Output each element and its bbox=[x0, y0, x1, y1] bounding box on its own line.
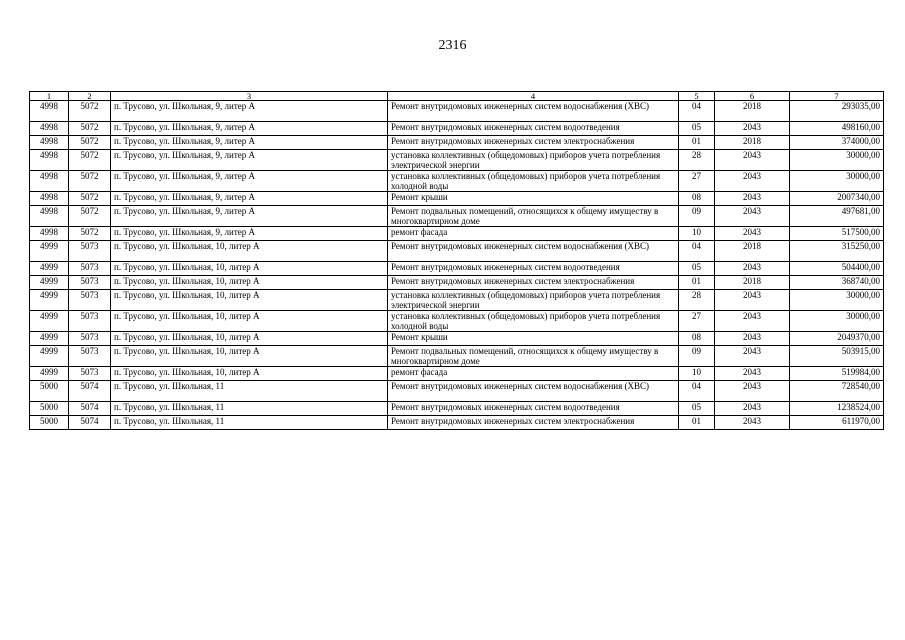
object-code: 5073 bbox=[69, 241, 111, 262]
table-row bbox=[30, 332, 884, 346]
row-number: 4999 bbox=[30, 311, 69, 332]
table-row bbox=[30, 290, 884, 311]
object-code: 5073 bbox=[69, 367, 111, 381]
address-cell: п. Трусово, ул. Школьная, 9, литер А bbox=[111, 150, 388, 171]
address-cell: п. Трусово, ул. Школьная, 11 bbox=[111, 402, 388, 416]
year-cell: 2043 bbox=[715, 150, 790, 171]
address-cell: п. Трусово, ул. Школьная, 10, литер А bbox=[111, 311, 388, 332]
cost-cell: 2049370,00 bbox=[790, 332, 884, 346]
work-type-cell: Ремонт внутридомовых инженерных систем водоснабжения (ХВС) bbox=[388, 241, 679, 262]
cost-cell: 30000,00 bbox=[790, 150, 884, 171]
work-code-cell: 05 bbox=[679, 402, 715, 416]
work-code-cell: 04 bbox=[679, 101, 715, 122]
table-row bbox=[30, 367, 884, 381]
year-cell: 2043 bbox=[715, 262, 790, 276]
column-header-3: 3 bbox=[111, 92, 388, 101]
cost-cell: 368740,00 bbox=[790, 276, 884, 290]
column-header-6: 6 bbox=[715, 92, 790, 101]
row-number: 4998 bbox=[30, 150, 69, 171]
work-type-cell: Ремонт подвальных помещений, относящихся к общему имуществу в многоквартирном доме bbox=[388, 206, 679, 227]
work-type-cell: Ремонт внутридомовых инженерных систем водоотведения bbox=[388, 262, 679, 276]
column-header-4: 4 bbox=[388, 92, 679, 101]
year-cell: 2043 bbox=[715, 346, 790, 367]
year-cell: 2018 bbox=[715, 136, 790, 150]
year-cell: 2018 bbox=[715, 101, 790, 122]
table-row bbox=[30, 241, 884, 262]
address-cell: п. Трусово, ул. Школьная, 10, литер А bbox=[111, 276, 388, 290]
cost-cell: 30000,00 bbox=[790, 171, 884, 192]
work-type-cell: ремонт фасада bbox=[388, 227, 679, 241]
object-code: 5073 bbox=[69, 346, 111, 367]
table-row bbox=[30, 171, 884, 192]
address-cell: п. Трусово, ул. Школьная, 9, литер А bbox=[111, 192, 388, 206]
address-cell: п. Трусово, ул. Школьная, 10, литер А bbox=[111, 290, 388, 311]
row-number: 4998 bbox=[30, 206, 69, 227]
year-cell: 2043 bbox=[715, 171, 790, 192]
work-type-cell: Ремонт внутридомовых инженерных систем электроснабжения bbox=[388, 416, 679, 430]
address-cell: п. Трусово, ул. Школьная, 10, литер А bbox=[111, 367, 388, 381]
work-code-cell: 10 bbox=[679, 227, 715, 241]
cost-cell: 503915,00 bbox=[790, 346, 884, 367]
row-number: 4999 bbox=[30, 262, 69, 276]
cost-cell: 2007340,00 bbox=[790, 192, 884, 206]
work-type-cell: Ремонт внутридомовых инженерных систем электроснабжения bbox=[388, 136, 679, 150]
cost-cell: 497681,00 bbox=[790, 206, 884, 227]
work-code-cell: 04 bbox=[679, 381, 715, 402]
work-type-cell: ремонт фасада bbox=[388, 367, 679, 381]
address-cell: п. Трусово, ул. Школьная, 9, литер А bbox=[111, 101, 388, 122]
work-code-cell: 05 bbox=[679, 262, 715, 276]
object-code: 5072 bbox=[69, 136, 111, 150]
work-type-cell: установка коллективных (общедомовых) приборов учета потребления холодной воды bbox=[388, 311, 679, 332]
work-type-cell: Ремонт внутридомовых инженерных систем электроснабжения bbox=[388, 276, 679, 290]
row-number: 4998 bbox=[30, 101, 69, 122]
table-row bbox=[30, 122, 884, 136]
address-cell: п. Трусово, ул. Школьная, 10, литер А bbox=[111, 332, 388, 346]
address-cell: п. Трусово, ул. Школьная, 9, литер А bbox=[111, 171, 388, 192]
table-row bbox=[30, 227, 884, 241]
table-row bbox=[30, 402, 884, 416]
table-row bbox=[30, 101, 884, 122]
address-cell: п. Трусово, ул. Школьная, 9, литер А bbox=[111, 206, 388, 227]
work-code-cell: 10 bbox=[679, 367, 715, 381]
object-code: 5072 bbox=[69, 192, 111, 206]
row-number: 4998 bbox=[30, 227, 69, 241]
address-cell: п. Трусово, ул. Школьная, 10, литер А bbox=[111, 262, 388, 276]
address-cell: п. Трусово, ул. Школьная, 11 bbox=[111, 381, 388, 402]
object-code: 5072 bbox=[69, 171, 111, 192]
table-row bbox=[30, 206, 884, 227]
object-code: 5073 bbox=[69, 332, 111, 346]
work-type-cell: Ремонт внутридомовых инженерных систем водоотведения bbox=[388, 402, 679, 416]
cost-cell: 1238524,00 bbox=[790, 402, 884, 416]
address-cell: п. Трусово, ул. Школьная, 10, литер А bbox=[111, 346, 388, 367]
table-row bbox=[30, 150, 884, 171]
work-type-cell: Ремонт внутридомовых инженерных систем водоснабжения (ХВС) bbox=[388, 101, 679, 122]
object-code: 5073 bbox=[69, 290, 111, 311]
header-row bbox=[30, 92, 884, 101]
year-cell: 2043 bbox=[715, 381, 790, 402]
work-type-cell: Ремонт подвальных помещений, относящихся к общему имуществу в многоквартирном доме bbox=[388, 346, 679, 367]
cost-cell: 504400,00 bbox=[790, 262, 884, 276]
object-code: 5073 bbox=[69, 276, 111, 290]
work-type-cell: Ремонт внутридомовых инженерных систем водоотведения bbox=[388, 122, 679, 136]
row-number: 4998 bbox=[30, 192, 69, 206]
row-number: 4999 bbox=[30, 276, 69, 290]
year-cell: 2018 bbox=[715, 276, 790, 290]
row-number: 4998 bbox=[30, 171, 69, 192]
work-code-cell: 01 bbox=[679, 416, 715, 430]
cost-cell: 374000,00 bbox=[790, 136, 884, 150]
year-cell: 2043 bbox=[715, 122, 790, 136]
row-number: 4998 bbox=[30, 122, 69, 136]
cost-cell: 30000,00 bbox=[790, 311, 884, 332]
object-code: 5072 bbox=[69, 101, 111, 122]
table-row bbox=[30, 192, 884, 206]
works-table bbox=[29, 91, 884, 430]
year-cell: 2043 bbox=[715, 206, 790, 227]
work-code-cell: 27 bbox=[679, 171, 715, 192]
row-number: 5000 bbox=[30, 402, 69, 416]
cost-cell: 498160,00 bbox=[790, 122, 884, 136]
row-number: 4998 bbox=[30, 136, 69, 150]
row-number: 4999 bbox=[30, 367, 69, 381]
year-cell: 2043 bbox=[715, 192, 790, 206]
cost-cell: 519984,00 bbox=[790, 367, 884, 381]
address-cell: п. Трусово, ул. Школьная, 9, литер А bbox=[111, 122, 388, 136]
object-code: 5074 bbox=[69, 381, 111, 402]
cost-cell: 30000,00 bbox=[790, 290, 884, 311]
year-cell: 2043 bbox=[715, 332, 790, 346]
work-type-cell: Ремонт крыши bbox=[388, 332, 679, 346]
work-code-cell: 28 bbox=[679, 290, 715, 311]
work-code-cell: 08 bbox=[679, 192, 715, 206]
year-cell: 2043 bbox=[715, 367, 790, 381]
work-type-cell: Ремонт внутридомовых инженерных систем водоснабжения (ХВС) bbox=[388, 381, 679, 402]
object-code: 5072 bbox=[69, 122, 111, 136]
row-number: 4999 bbox=[30, 290, 69, 311]
year-cell: 2043 bbox=[715, 227, 790, 241]
table-row bbox=[30, 136, 884, 150]
column-header-7: 7 bbox=[790, 92, 884, 101]
work-type-cell: установка коллективных (общедомовых) приборов учета потребления электрической энергии bbox=[388, 290, 679, 311]
work-type-cell: Ремонт крыши bbox=[388, 192, 679, 206]
page-number: 2316 bbox=[438, 38, 467, 53]
row-number: 5000 bbox=[30, 416, 69, 430]
object-code: 5073 bbox=[69, 262, 111, 276]
table-row bbox=[30, 416, 884, 430]
work-code-cell: 28 bbox=[679, 150, 715, 171]
work-code-cell: 05 bbox=[679, 122, 715, 136]
column-header-2: 2 bbox=[69, 92, 111, 101]
row-number: 4999 bbox=[30, 346, 69, 367]
cost-cell: 611970,00 bbox=[790, 416, 884, 430]
year-cell: 2043 bbox=[715, 416, 790, 430]
cost-cell: 728540,00 bbox=[790, 381, 884, 402]
column-header-1: 1 bbox=[30, 92, 69, 101]
work-type-cell: установка коллективных (общедомовых) приборов учета потребления холодной воды bbox=[388, 171, 679, 192]
address-cell: п. Трусово, ул. Школьная, 9, литер А bbox=[111, 227, 388, 241]
column-header-5: 5 bbox=[679, 92, 715, 101]
work-code-cell: 08 bbox=[679, 332, 715, 346]
work-code-cell: 09 bbox=[679, 346, 715, 367]
object-code: 5074 bbox=[69, 416, 111, 430]
table-row bbox=[30, 346, 884, 367]
address-cell: п. Трусово, ул. Школьная, 11 bbox=[111, 416, 388, 430]
work-code-cell: 09 bbox=[679, 206, 715, 227]
row-number: 5000 bbox=[30, 381, 69, 402]
row-number: 4999 bbox=[30, 241, 69, 262]
work-code-cell: 01 bbox=[679, 276, 715, 290]
work-code-cell: 27 bbox=[679, 311, 715, 332]
object-code: 5072 bbox=[69, 206, 111, 227]
work-code-cell: 04 bbox=[679, 241, 715, 262]
object-code: 5072 bbox=[69, 227, 111, 241]
year-cell: 2043 bbox=[715, 402, 790, 416]
year-cell: 2043 bbox=[715, 311, 790, 332]
object-code: 5073 bbox=[69, 311, 111, 332]
row-number: 4999 bbox=[30, 332, 69, 346]
cost-cell: 315250,00 bbox=[790, 241, 884, 262]
work-type-cell: установка коллективных (общедомовых) приборов учета потребления электрической энергии bbox=[388, 150, 679, 171]
table-row bbox=[30, 311, 884, 332]
cost-cell: 517500,00 bbox=[790, 227, 884, 241]
address-cell: п. Трусово, ул. Школьная, 9, литер А bbox=[111, 136, 388, 150]
address-cell: п. Трусово, ул. Школьная, 10, литер А bbox=[111, 241, 388, 262]
year-cell: 2043 bbox=[715, 290, 790, 311]
table-row bbox=[30, 381, 884, 402]
work-code-cell: 01 bbox=[679, 136, 715, 150]
object-code: 5074 bbox=[69, 402, 111, 416]
table-row bbox=[30, 276, 884, 290]
table-row bbox=[30, 262, 884, 276]
object-code: 5072 bbox=[69, 150, 111, 171]
cost-cell: 293035,00 bbox=[790, 101, 884, 122]
year-cell: 2018 bbox=[715, 241, 790, 262]
